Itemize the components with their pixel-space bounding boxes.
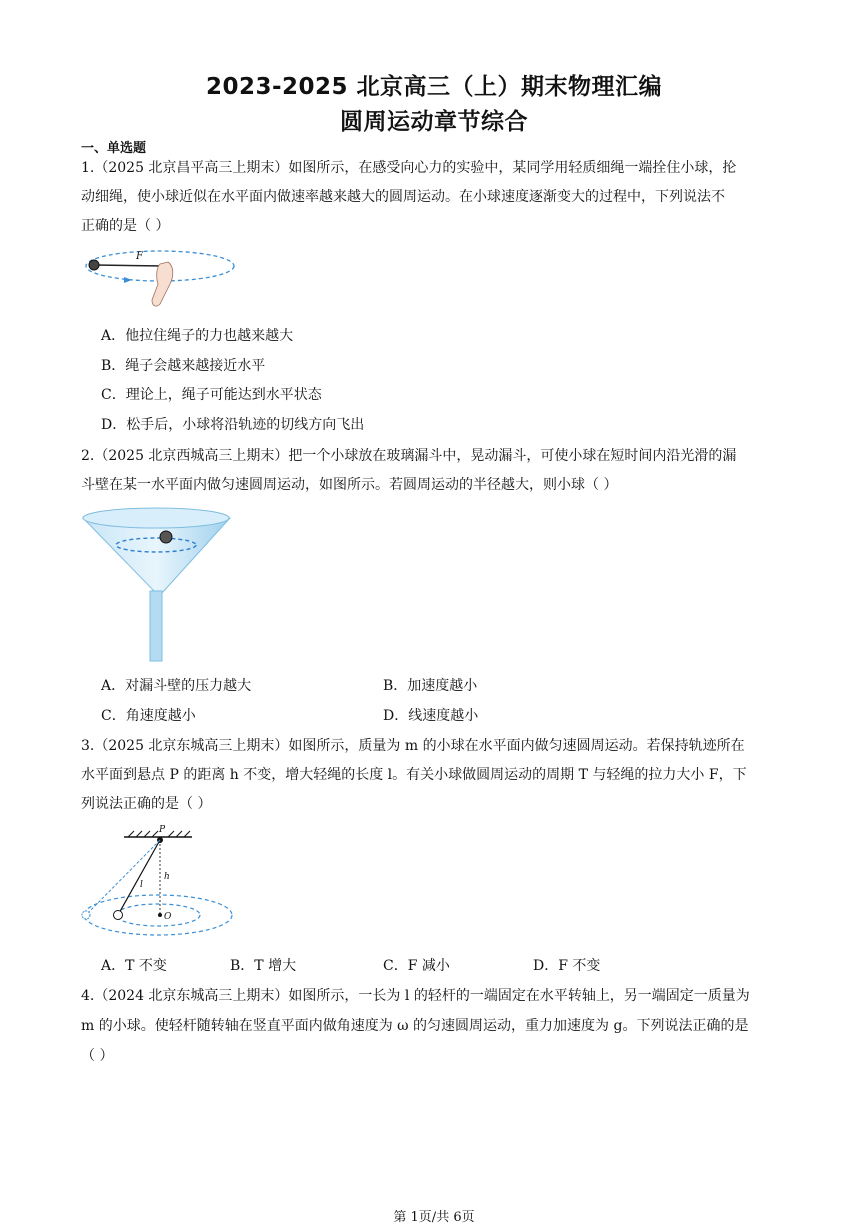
q2-funnel-rim (83, 508, 229, 528)
q3-option-a: A．T 不变 (101, 958, 167, 974)
q1-force-label: F (136, 251, 143, 262)
q2-figure-funnel (80, 505, 235, 665)
q3-figure-conical-pendulum (80, 823, 240, 943)
q3-label-l: l (140, 880, 143, 890)
q4-line-3: （ ） (81, 1048, 114, 1064)
q2-line-1: 2.（2025 北京西城高三上期末）把一个小球放在玻璃漏斗中，晃动漏斗，可使小球在短时间内沿光滑的漏 (81, 448, 737, 464)
page-title: 2023-2025 北京高三（上）期末物理汇编 (205, 74, 663, 100)
q3-label-h: h (164, 872, 170, 882)
q3-rope-short (118, 840, 160, 915)
q3-option-d: D．F 不变 (533, 958, 601, 974)
q2-option-a: A．对漏斗壁的压力越大 (101, 678, 252, 694)
q1-option-a: A．他拉住绳子的力也越来越大 (101, 328, 294, 344)
q2-ball (160, 531, 172, 543)
q3-center-o (158, 913, 162, 917)
q1-line-2: 动细绳，使小球近似在水平面内做速率越来越大的圆周运动。在小球速度逐渐变大的过程中，下列说法不 (81, 189, 725, 205)
page-subtitle: 圆周运动章节综合 (340, 109, 528, 135)
page-footer: 第 1页/共 6页 (393, 1210, 475, 1225)
q2-funnel-cone (83, 518, 230, 593)
q3-option-c: C．F 减小 (383, 958, 450, 974)
q1-option-b: B．绳子会越来越接近水平 (101, 358, 266, 374)
q1-option-d: D．松手后，小球将沿轨迹的切线方向飞出 (101, 417, 365, 433)
q3-option-b: B．T 增大 (230, 958, 297, 974)
q1-option-c: C．理论上，绳子可能达到水平状态 (101, 387, 322, 403)
section-heading: 一、单选题 (81, 141, 147, 156)
q2-option-d: D．线速度越小 (383, 708, 479, 724)
q2-funnel-stem (150, 591, 162, 661)
q2-option-b: B．加速度越小 (383, 678, 478, 694)
q1-hand-icon (152, 262, 173, 306)
q1-figure-ball-on-string (80, 244, 240, 314)
q1-line-3: 正确的是（ ） (81, 218, 170, 234)
q3-ball-outer (82, 911, 90, 919)
q1-line-1: 1.（2025 北京昌平高三上期末）如图所示，在感受向心力的实验中，某同学用轻质细绳一端拴住小球，抡 (81, 160, 737, 176)
q1-string (95, 265, 164, 266)
q4-line-2: m 的小球。使轻杆随转轴在竖直平面内做角速度为 ω 的匀速圆周运动，重力加速度为 g。下列说法正确的是 (81, 1018, 749, 1034)
q3-label-o: O (164, 912, 172, 922)
q1-arrow-icon (124, 277, 132, 283)
q3-line-2: 水平面到悬点 P 的距离 h 不变，增大轻绳的长度 l。有关小球做圆周运动的周期 T 与轻绳的拉力大小 F，下 (81, 767, 747, 783)
q3-line-3: 列说法正确的是（ ） (81, 796, 212, 812)
q3-ball (114, 911, 123, 920)
q3-line-1: 3.（2025 北京东城高三上期末）如图所示，质量为 m 的小球在水平面内做匀速圆周运动。若保持轨迹所在 (81, 738, 745, 754)
q4-line-1: 4.（2024 北京东城高三上期末）如图所示，一长为 l 的轻杆的一端固定在水平转轴上，另一端固定一质量为 (81, 988, 750, 1004)
q2-line-2: 斗壁在某一水平面内做匀速圆周运动，如图所示。若圆周运动的半径越大，则小球（ ） (81, 477, 618, 493)
q1-ball (89, 260, 99, 270)
q2-option-c: C．角速度越小 (101, 708, 196, 724)
q3-label-p: P (159, 825, 166, 835)
